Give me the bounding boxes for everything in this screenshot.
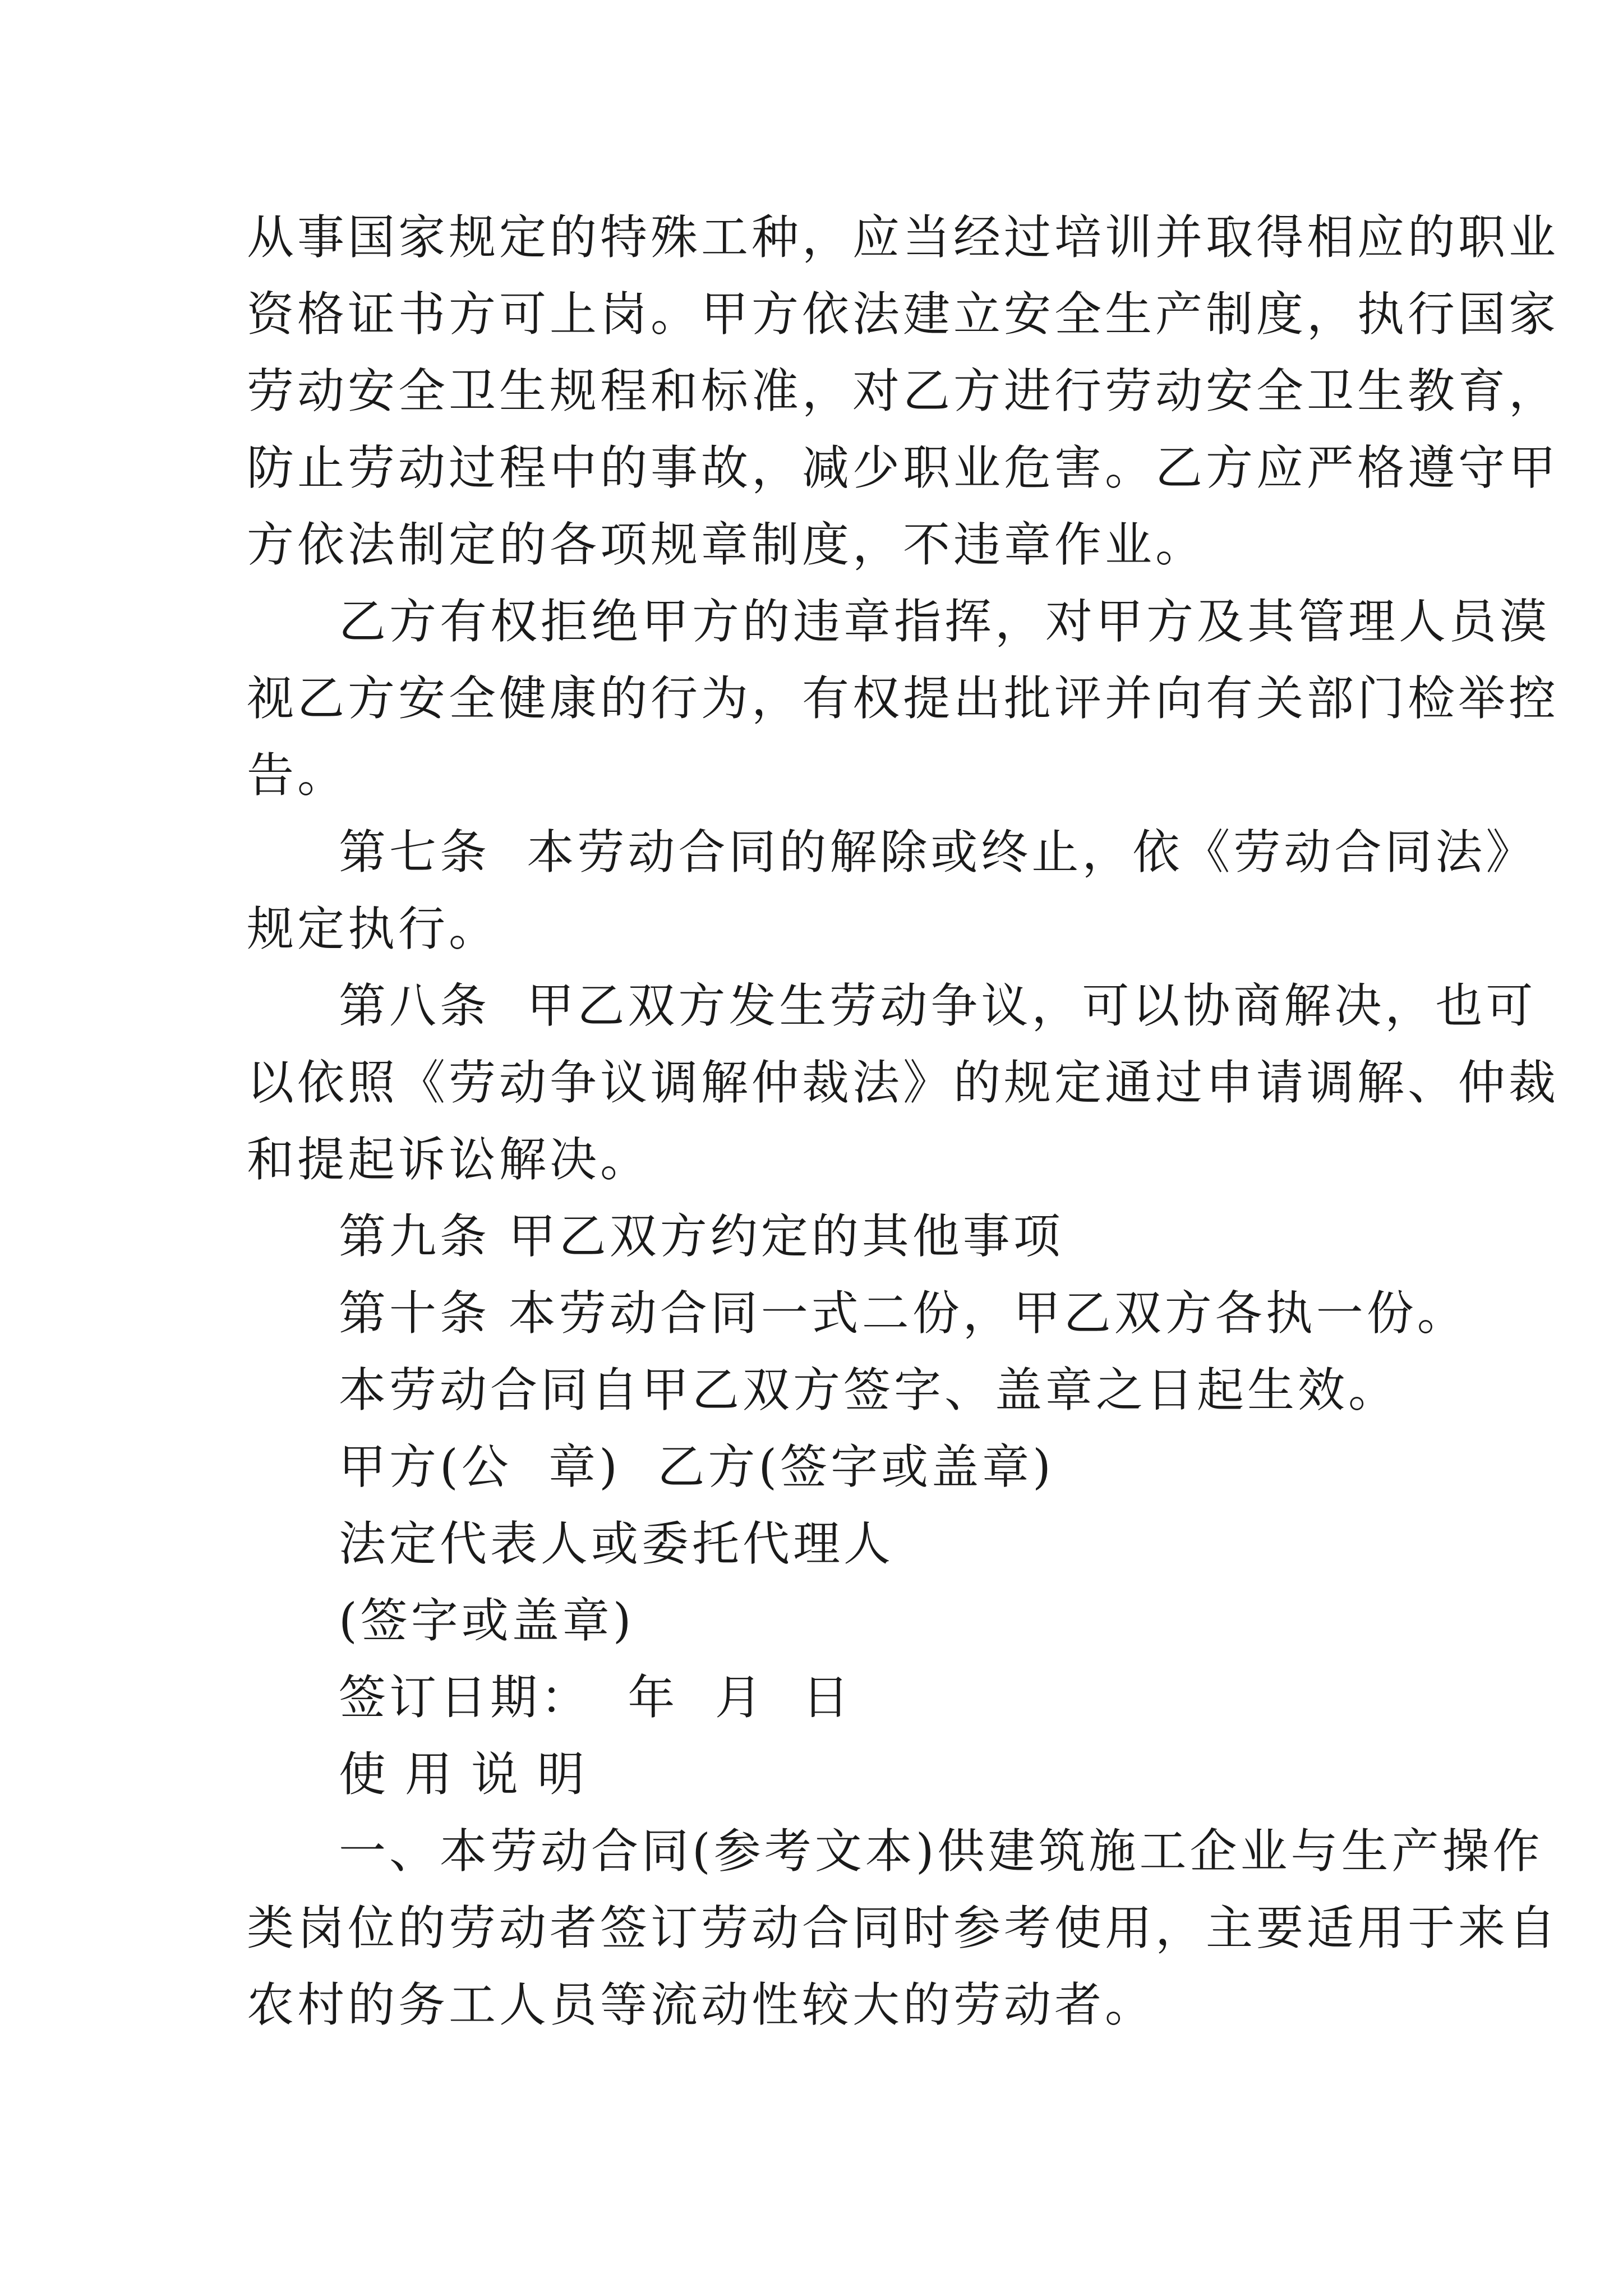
- text-line: 第九条 甲乙双方约定的其他事项: [339, 1209, 1064, 1264]
- paragraph-article-9: [247, 1198, 1396, 1275]
- text-line: 告。: [247, 748, 348, 803]
- text-line: 签订日期： 年 月 日: [339, 1670, 853, 1725]
- text-line: 资格证书方可上岗。甲方依法建立安全生产制度，执行国家: [247, 287, 1560, 342]
- text-line: 方依法制定的各项规章制度，不违章作业。: [247, 517, 1206, 572]
- text-line: 使用说明: [339, 1747, 604, 1802]
- text-line: 劳动安全卫生规程和标准，对乙方进行劳动安全卫生教育，: [247, 364, 1560, 418]
- text-line: 从事国家规定的特殊工种，应当经过培训并取得相应的职业: [247, 210, 1560, 265]
- text-line: 第七条 本劳动合同的解除或终止，依《劳动合同法》: [339, 825, 1537, 880]
- signature-parties: [247, 1429, 1396, 1506]
- text-line: 本劳动合同自甲乙双方签字、盖章之日起生效。: [339, 1363, 1399, 1418]
- text-line: (签字或盖章): [339, 1593, 635, 1648]
- signature-seal-note: [247, 1582, 1396, 1659]
- paragraph-article-10: [247, 1275, 1468, 1352]
- text-line: 法定代表人或委托代理人: [339, 1516, 895, 1571]
- text-line: 防止劳动过程中的事故，减少职业危害。乙方应严格遵守甲: [247, 440, 1560, 495]
- text-line: 以依照《劳动争议调解仲裁法》的规定通过申请调解、仲裁: [247, 1055, 1560, 1110]
- usage-notes-heading: [247, 1736, 1396, 1813]
- text-line: 类岗位的劳动者签订劳动合同时参考使用，主要适用于来自: [247, 1901, 1560, 1955]
- signature-representative: [247, 1506, 1396, 1582]
- document-body: [247, 199, 1560, 2044]
- text-line: 规定执行。: [247, 901, 500, 956]
- text-line: 农村的务工人员等流动性较大的劳动者。: [247, 1977, 1156, 2032]
- paragraph-article-8: [247, 968, 1560, 1198]
- text-line: 第八条 甲乙双方发生劳动争议，可以协商解决，也可: [339, 978, 1537, 1033]
- text-line: 第十条 本劳动合同一式二份，甲乙双方各执一份。: [339, 1286, 1468, 1341]
- text-line: 甲方(公 章) 乙方(签字或盖章): [339, 1439, 1054, 1494]
- signing-date: [247, 1659, 1396, 1736]
- text-line: 视乙方安全健康的行为，有权提出批评并向有关部门检举控: [247, 671, 1560, 726]
- paragraph-article-7: [247, 814, 1537, 968]
- paragraph-effective-date: [247, 1352, 1399, 1429]
- text-line: 和提起诉讼解决。: [247, 1132, 651, 1187]
- text-line: 一、本劳动合同(参考文本)供建筑施工企业与生产操作: [339, 1824, 1543, 1879]
- paragraph-right-to-refuse: [247, 583, 1560, 814]
- text-line: 乙方有权拒绝甲方的违章指挥，对甲方及其管理人员漠: [339, 594, 1551, 649]
- paragraph-safety-training: [247, 199, 1560, 583]
- paragraph-usage-1: [247, 1813, 1560, 2044]
